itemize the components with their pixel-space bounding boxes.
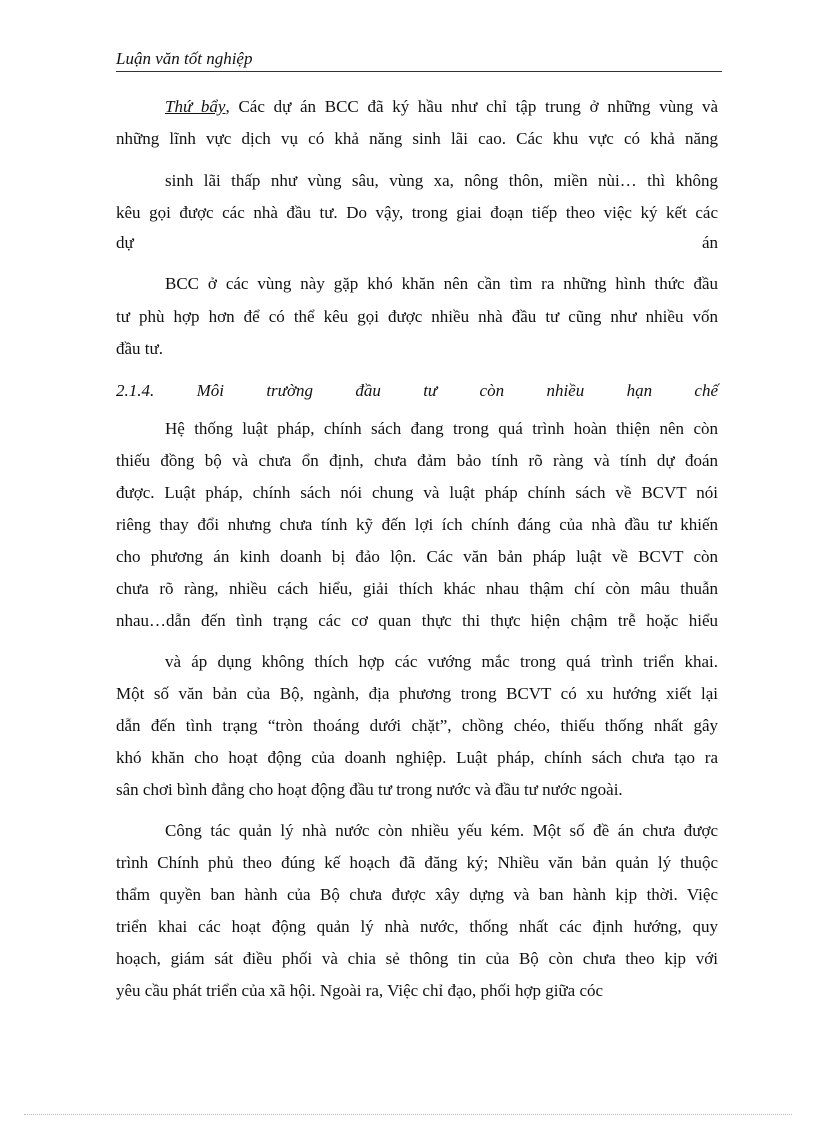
- text-line: chưa rõ ràng, nhiều cách hiểu, giải thích khác nhau thậm chí còn mâu thuẫn: [116, 579, 718, 598]
- text-line: sinh lãi thấp như vùng sâu, vùng xa, nông thôn, miền nùi… thì không: [165, 171, 718, 190]
- page-bottom-border: [24, 1114, 792, 1115]
- text-line: đầu tư.: [116, 339, 163, 358]
- text-line: sân chơi bình đẳng cho hoạt động đầu tư trong nước và đầu tư nước ngoài.: [116, 780, 623, 799]
- text-line: nhau…dẫn đến tình trạng các cơ quan thực thi thực hiện chậm trễ hoặc hiểu: [116, 611, 718, 630]
- section-word: trường: [266, 381, 314, 400]
- emphasis-lead: Thứ bẩy: [165, 97, 226, 116]
- text-line: và áp dụng không thích hợp các vướng mắc trong quá trình triển khai.: [165, 652, 718, 671]
- text-line: yêu cầu phát triển của xã hội. Ngoài ra, Việc chỉ đạo, phối hợp giữa cóc: [116, 981, 604, 1000]
- text-run: , Các dự án BCC đã ký hầu như chỉ tập trung ở những vùng và: [225, 97, 718, 116]
- text-line: trình Chính phủ theo đúng kế hoạch đã đăng ký; Nhiều văn bản quản lý thuộc: [116, 853, 718, 872]
- text-line: tư phù hợp hơn để có thể kêu gọi được nhiều nhà đầu tư cũng như nhiều vốn: [116, 307, 718, 326]
- section-word: tư: [423, 381, 438, 400]
- text-line: Hệ thống luật pháp, chính sách đang trong quá trình hoàn thiện nên còn: [165, 419, 718, 438]
- text-line: được. Luật pháp, chính sách nói chung và luật pháp chính sách về BCVT nói: [116, 483, 718, 502]
- section-word: còn: [479, 381, 505, 400]
- section-word: đầu: [355, 381, 381, 400]
- text-line: [165, 96, 718, 118]
- text-run: dự: [116, 233, 134, 252]
- header-title: Luận văn tốt nghiệp: [116, 49, 253, 68]
- section-word: nhiều: [546, 381, 585, 400]
- text-line: thiếu đồng bộ và chưa ổn định, chưa đảm bảo tính rõ ràng và tính dự đoán: [116, 451, 718, 470]
- header-rule: [116, 71, 722, 72]
- text-line: riêng thay đổi nhưng chưa tính kỹ đến lợi ích chính đáng của nhà đầu tư khiến: [116, 515, 718, 534]
- text-line: thẩm quyền ban hành của Bộ chưa được xây dựng và ban hành kịp thời. Việc: [116, 885, 718, 904]
- text-line: [116, 232, 718, 254]
- section-number: 2.1.4.: [116, 381, 155, 400]
- section-word: chế: [694, 381, 718, 400]
- text-line: khó khăn cho hoạt động của doanh nghiệp. Luật pháp, chính sách chưa tạo ra: [116, 748, 718, 767]
- text-line: những lĩnh vực dịch vụ có khả năng sinh lãi cao. Các khu vực có khả năng: [116, 129, 718, 148]
- text-line: hoạch, giám sát điều phối và chia sẻ thông tin của Bộ còn chưa theo kịp với: [116, 949, 718, 968]
- section-heading: [116, 380, 718, 402]
- text-line: triển khai các hoạt động quản lý nhà nước, thống nhất các định hướng, quy: [116, 917, 718, 936]
- text-line: kêu gọi được các nhà đầu tư. Do vậy, trong giai đoạn tiếp theo việc ký kết các: [116, 203, 718, 222]
- text-line: Công tác quản lý nhà nước còn nhiều yếu kém. Một số đề án chưa được: [165, 821, 718, 840]
- text-line: dẫn đến tình trạng “tròn thoáng dưới chặt”, chồng chéo, thiếu thống nhất gây: [116, 716, 718, 735]
- text-line: Một số văn bản của Bộ, ngành, địa phương trong BCVT có xu hướng xiết lại: [116, 684, 718, 703]
- text-line: BCC ở các vùng này gặp khó khăn nên cần tìm ra những hình thức đầu: [165, 274, 718, 293]
- text-run: án: [701, 233, 718, 252]
- section-word: Môi: [196, 381, 224, 400]
- text-line: cho phương án kinh doanh bị đảo lộn. Các văn bản pháp luật về BCVT còn: [116, 547, 718, 566]
- section-word: hạn: [626, 381, 653, 400]
